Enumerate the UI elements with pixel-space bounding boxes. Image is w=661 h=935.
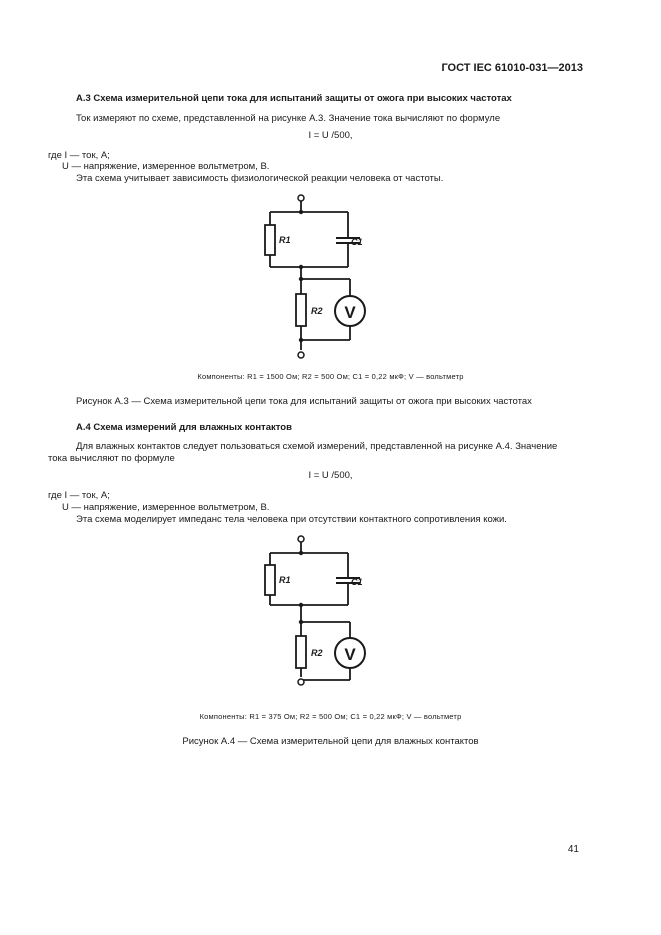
document-header: ГОСТ IEC 61010-031—2013 (441, 62, 583, 74)
circuit-diagram-a3 (0, 190, 661, 365)
junction-dot (299, 277, 303, 281)
resistor-r1 (265, 225, 275, 255)
junction-dot (299, 620, 303, 624)
section-a4-u-definition: U — напряжение, измеренное вольтметром, В. (62, 502, 270, 513)
label-r1: R1 (279, 575, 291, 585)
label-r1: R1 (279, 235, 291, 245)
section-a4-intro-line1: Для влажных контактов следует пользоваться схемой измерений, представленной на рисунке A.4. Значение (76, 441, 558, 452)
section-a4-note: Эта схема моделирует импеданс тела человека при отсутствии контактного сопротивления кожи. (76, 514, 507, 525)
label-r2: R2 (311, 648, 323, 658)
section-a3-note: Эта схема учитывает зависимость физиологической реакции человека от частоты. (76, 173, 444, 184)
figure-a3-caption: Рисунок A.3 — Схема измерительной цепи тока для испытаний защиты от ожога при высоких частотах (76, 396, 532, 407)
terminal-bottom (298, 679, 304, 685)
components-a3: Компоненты: R1 = 1500 Ом; R2 = 500 Ом; C1 = 0,22 мкФ; V — вольтметр (197, 372, 464, 381)
junction-dot (299, 551, 303, 555)
junction-dot (299, 265, 303, 269)
circuit-diagram-a4 (0, 532, 661, 707)
section-a3-formula: I = U /500, (308, 130, 353, 141)
label-v: V (344, 645, 356, 664)
label-v: V (344, 303, 356, 322)
terminal-top (298, 195, 304, 201)
section-a3-where: где I — ток, A; (48, 150, 110, 161)
junction-dot (299, 603, 303, 607)
section-a4-formula: I = U /500, (308, 470, 353, 481)
junction-dot (299, 338, 303, 342)
resistor-r2 (296, 294, 306, 326)
figure-a4-caption: Рисунок A.4 — Схема измерительной цепи для влажных контактов (182, 736, 479, 747)
label-r2: R2 (311, 306, 323, 316)
junction-dot (299, 210, 303, 214)
resistor-r2 (296, 636, 306, 668)
terminal-top (298, 536, 304, 542)
section-a3-intro: Ток измеряют по схеме, представленной на рисунке A.3. Значение тока вычисляют по формуле (76, 113, 501, 124)
resistor-r1 (265, 565, 275, 595)
circuit-wiring (270, 198, 350, 350)
section-a4-intro-line2: тока вычисляют по формуле (48, 453, 175, 464)
label-c1: C1 (351, 577, 363, 587)
section-a4-where: где I — ток, A; (48, 490, 110, 501)
terminal-bottom (298, 352, 304, 358)
label-c1: C1 (351, 237, 363, 247)
page-number: 41 (567, 844, 579, 855)
section-a4-heading: A.4 Схема измерений для влажных контактов (76, 422, 292, 433)
section-a3-heading: A.3 Схема измерительной цепи тока для испытаний защиты от ожога при высоких частотах (76, 93, 512, 104)
section-a3-u-definition: U — напряжение, измеренное вольтметром, В. (62, 161, 270, 172)
components-a4: Компоненты: R1 = 375 Ом; R2 = 500 Ом; C1 = 0,22 мкФ; V — вольтметр (199, 712, 462, 721)
